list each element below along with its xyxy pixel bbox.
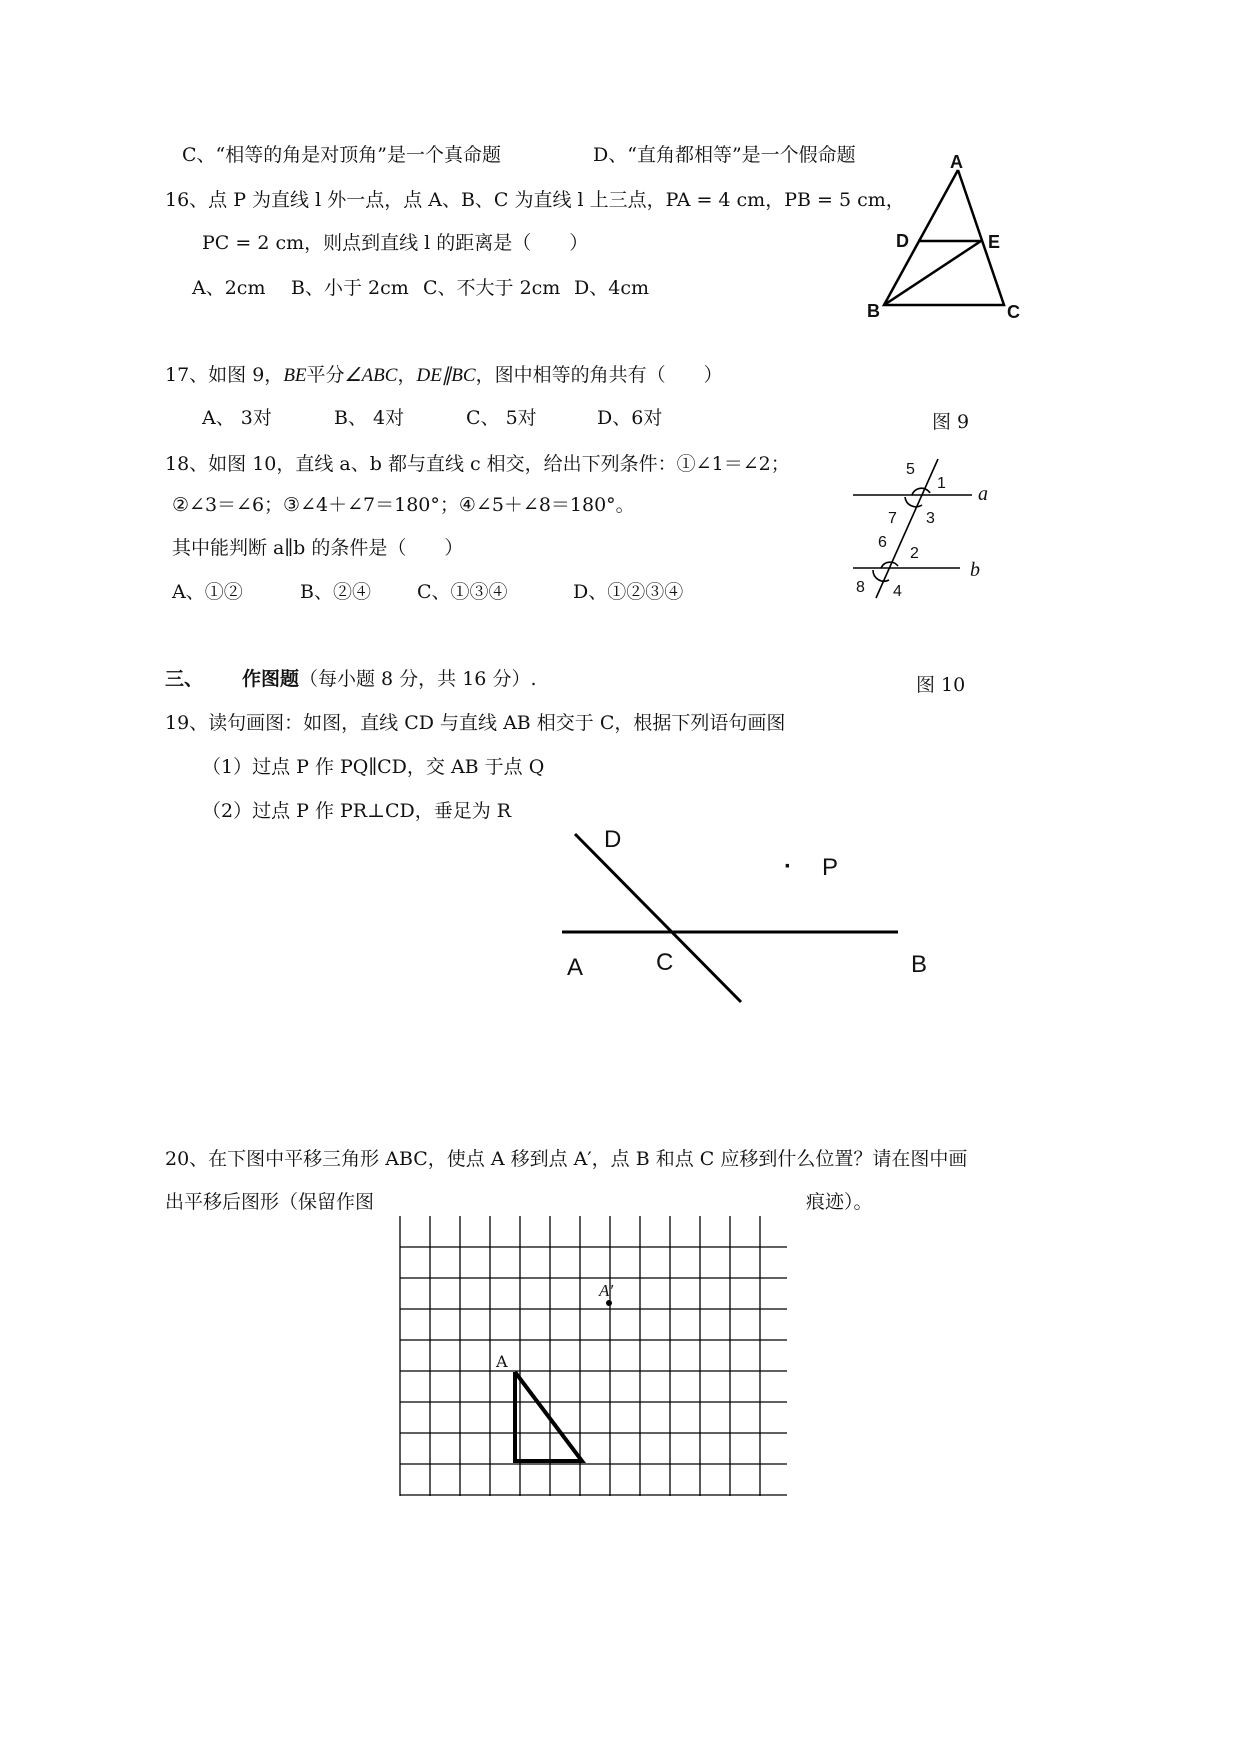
fig9-label-d: D bbox=[896, 231, 909, 251]
transversal-c bbox=[876, 459, 938, 598]
fig10-angle-4: 4 bbox=[893, 583, 902, 600]
q19-label-b: B bbox=[911, 951, 928, 978]
q17-bisects: 平分 bbox=[306, 364, 345, 386]
q16-option-a: A、2cm bbox=[192, 277, 266, 299]
figure9-caption: 图 9 bbox=[932, 411, 970, 433]
section3-number: 三、 bbox=[165, 668, 204, 690]
q17-be: BE bbox=[283, 365, 307, 386]
q17-stem-prefix: 17、如图 9， bbox=[165, 364, 284, 386]
q17-stem-suffix: ，图中相等的角共有（ ） bbox=[475, 364, 723, 386]
q17-stem bbox=[165, 366, 723, 385]
angle-arc-upper-2 bbox=[905, 497, 922, 507]
triangle-abc-grid bbox=[515, 1372, 582, 1461]
q16-option-b: B、小于 2cm bbox=[291, 277, 409, 299]
q19-label-p: P bbox=[822, 854, 839, 881]
fig9-label-e: E bbox=[988, 232, 1001, 252]
q16-option-d: D、4cm bbox=[574, 277, 649, 299]
section3-title: 作图题 bbox=[242, 668, 300, 690]
fig9-label-a: A bbox=[950, 152, 963, 172]
q20-stem-line2-right: 痕迹）。 bbox=[806, 1191, 873, 1213]
q19-step2: （2）过点 P 作 PR⊥CD，垂足为 R bbox=[202, 800, 512, 822]
q17-comma: ， bbox=[397, 364, 417, 386]
angle-arc-lower-1 bbox=[881, 562, 898, 568]
q18-stem-line3: 其中能判断 a∥b 的条件是（ ） bbox=[172, 537, 464, 559]
q18-option-c: C、①③④ bbox=[417, 581, 508, 603]
q16-stem-line2: PC = 2 cm，则点到直线 l 的距离是（ ） bbox=[202, 232, 589, 254]
q18-stem-line1: 18、如图 10，直线 a、b 都与直线 c 相交，给出下列条件：①∠1＝∠2； bbox=[165, 453, 790, 475]
fig10-angle-5: 5 bbox=[906, 461, 915, 478]
q19-label-c: C bbox=[656, 949, 674, 976]
q17-option-b: B、 4对 bbox=[334, 407, 405, 429]
section3-note: （每小题 8 分，共 16 分）. bbox=[299, 668, 537, 690]
fig10-angle-7: 7 bbox=[888, 510, 897, 527]
q17-option-d: D、6对 bbox=[597, 407, 663, 429]
q18-option-a: A、①② bbox=[172, 581, 243, 603]
q16-option-c: C、不大于 2cm bbox=[423, 277, 561, 299]
square-grid bbox=[400, 1216, 787, 1496]
q16-stem-line1: 16、点 P 为直线 l 外一点，点 A、B、C 为直线 l 上三点，PA = 4 cm，PB = 5 cm， bbox=[165, 189, 905, 211]
figure10-caption: 图 10 bbox=[916, 674, 966, 696]
q17-angle-abc: ∠ABC bbox=[344, 365, 398, 386]
q17-option-a: A、 3对 bbox=[202, 407, 272, 429]
section3-heading bbox=[242, 670, 536, 689]
q20-label-a: A bbox=[496, 1352, 508, 1371]
q19-step1: （1）过点 P 作 PQ∥CD，交 AB 于点 Q bbox=[202, 756, 545, 778]
fig10-angle-2: 2 bbox=[910, 545, 919, 562]
q18-option-b: B、②④ bbox=[300, 581, 371, 603]
q15-option-d: D、“直角都相等”是一个假命题 bbox=[593, 144, 856, 166]
fig10-angle-8: 8 bbox=[856, 579, 865, 596]
q19-label-a: A bbox=[567, 954, 584, 981]
q18-stem-line2: ②∠3＝∠6；③∠4＋∠7＝180°；④∠5＋∠8＝180°。 bbox=[172, 494, 635, 516]
q17-option-c: C、 5对 bbox=[466, 407, 537, 429]
fig9-label-c: C bbox=[1007, 302, 1020, 322]
q19-stem: 19、读句画图：如图，直线 CD 与直线 AB 相交于 C，根据下列语句画图 bbox=[165, 712, 786, 734]
q20-stem-line2-left: 出平移后图形（保留作图 bbox=[165, 1191, 375, 1213]
point-a-prime bbox=[606, 1300, 612, 1306]
q19-label-d: D bbox=[604, 826, 622, 853]
q18-option-d: D、①②③④ bbox=[573, 581, 684, 603]
fig10-angle-1: 1 bbox=[937, 475, 946, 492]
angle-arc-upper-1 bbox=[912, 488, 930, 495]
line-cd bbox=[575, 834, 741, 1002]
q15-option-c: C、“相等的角是对顶角”是一个真命题 bbox=[182, 144, 501, 166]
q20-stem-line1: 20、在下图中平移三角形 ABC，使点 A 移到点 A′，点 B 和点 C 应移到什么位置？请在图中画 bbox=[165, 1148, 968, 1170]
q19-point-p-dot: · bbox=[784, 853, 792, 880]
q17-de-bc: DE∥BC bbox=[416, 365, 476, 386]
fig10-line-b-label: b bbox=[970, 559, 980, 581]
fig10-angle-3: 3 bbox=[926, 510, 935, 527]
fig10-line-a-label: a bbox=[978, 483, 988, 505]
fig10-angle-6: 6 bbox=[878, 534, 887, 551]
q20-label-a-prime: A′ bbox=[599, 1281, 614, 1300]
fig9-label-b: B bbox=[867, 301, 880, 321]
angle-arc-lower-2 bbox=[873, 570, 889, 581]
